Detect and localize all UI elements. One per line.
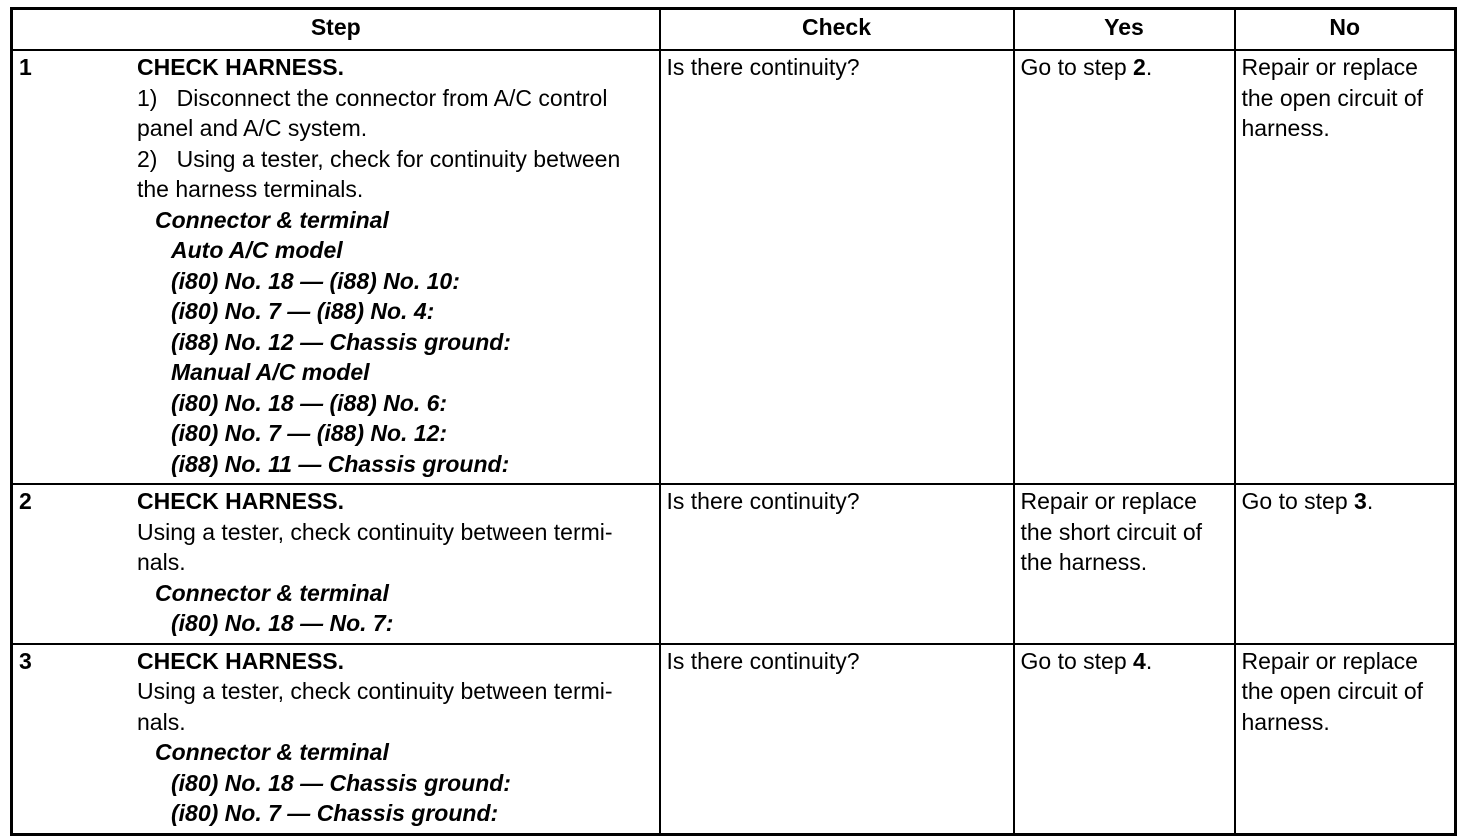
- yes-cell: [1014, 644, 1235, 835]
- table-row: [12, 484, 1456, 644]
- yes-suffix: .: [1145, 647, 1153, 674]
- check-cell: Is there continuity?: [660, 50, 1014, 484]
- header-no: No: [1235, 9, 1456, 51]
- connector-heading: Connector & terminal: [155, 739, 389, 765]
- instruction: 1) Disconnect the connector from A/C control panel and A/C system.: [137, 84, 608, 141]
- table-row: [12, 644, 1456, 835]
- no-text: Go to step: [1241, 488, 1355, 514]
- connector-line: (i80) No. 7 — Chassis ground:: [171, 800, 499, 826]
- step-number: 1: [19, 54, 32, 80]
- header-step: Step: [12, 9, 660, 51]
- instruction: 2) Using a tester, check for continuity between the harness terminals.: [137, 145, 621, 202]
- connector-heading: Connector & terminal: [155, 206, 389, 233]
- no-text: Repair or replace the open circuit of harness.: [1241, 647, 1424, 735]
- connector-line: (i80) No. 18 — No. 7:: [171, 610, 394, 636]
- connector-line: (i88) No. 11 — Chassis ground:: [171, 450, 510, 477]
- yes-text: Go to step: [1020, 647, 1134, 674]
- header-check: Check: [660, 9, 1014, 51]
- connector-line: (i80) No. 7 — (i88) No. 4:: [171, 298, 435, 324]
- no-cell: [1235, 644, 1456, 835]
- yes-cell: [1014, 50, 1235, 484]
- step-body: [137, 646, 653, 829]
- instruction: Using a tester, check continuity between termi-nals.: [137, 518, 613, 575]
- no-cell: [1235, 50, 1456, 484]
- check-cell: Is there continuity?: [660, 644, 1014, 835]
- connector-line: (i80) No. 7 — (i88) No. 12:: [171, 420, 448, 446]
- step-number: 3: [19, 647, 32, 674]
- table-row: [12, 50, 1456, 484]
- table-header-row: [12, 9, 1456, 51]
- header-yes: Yes: [1014, 9, 1235, 51]
- step-title: CHECK HARNESS.: [137, 54, 345, 80]
- no-suffix: .: [1366, 488, 1374, 514]
- no-step-ref: 3: [1354, 488, 1367, 514]
- step-cell: [12, 644, 660, 835]
- step-cell: [12, 50, 660, 484]
- step-body: [137, 52, 653, 479]
- step-number: 2: [19, 488, 32, 514]
- instruction: Using a tester, check continuity between termi-nals.: [137, 678, 613, 735]
- connector-line: Manual A/C model: [171, 359, 370, 385]
- no-cell: [1235, 484, 1456, 644]
- step-title: CHECK HARNESS.: [137, 647, 345, 674]
- connector-line: (i80) No. 18 — (i88) No. 6:: [171, 389, 448, 416]
- yes-step-ref: 4: [1133, 647, 1146, 674]
- diagnostic-table: [10, 7, 1457, 836]
- step-body: [137, 486, 653, 639]
- no-text: Repair or replace the open circuit of harness.: [1241, 54, 1424, 141]
- yes-step-ref: 2: [1133, 54, 1146, 80]
- step-title: CHECK HARNESS.: [137, 488, 345, 514]
- yes-suffix: .: [1145, 54, 1153, 80]
- yes-cell: [1014, 484, 1235, 644]
- connector-line: (i80) No. 18 — (i88) No. 10:: [171, 267, 460, 294]
- connector-line: (i80) No. 18 — Chassis ground:: [171, 769, 511, 796]
- connector-heading: Connector & terminal: [155, 579, 389, 606]
- connector-line: Auto A/C model: [171, 237, 343, 263]
- yes-text: Repair or replace the short circuit of the harness.: [1020, 488, 1203, 575]
- yes-text: Go to step: [1020, 54, 1134, 80]
- check-cell: Is there continuity?: [660, 484, 1014, 644]
- step-cell: [12, 484, 660, 644]
- connector-line: (i88) No. 12 — Chassis ground:: [171, 328, 511, 355]
